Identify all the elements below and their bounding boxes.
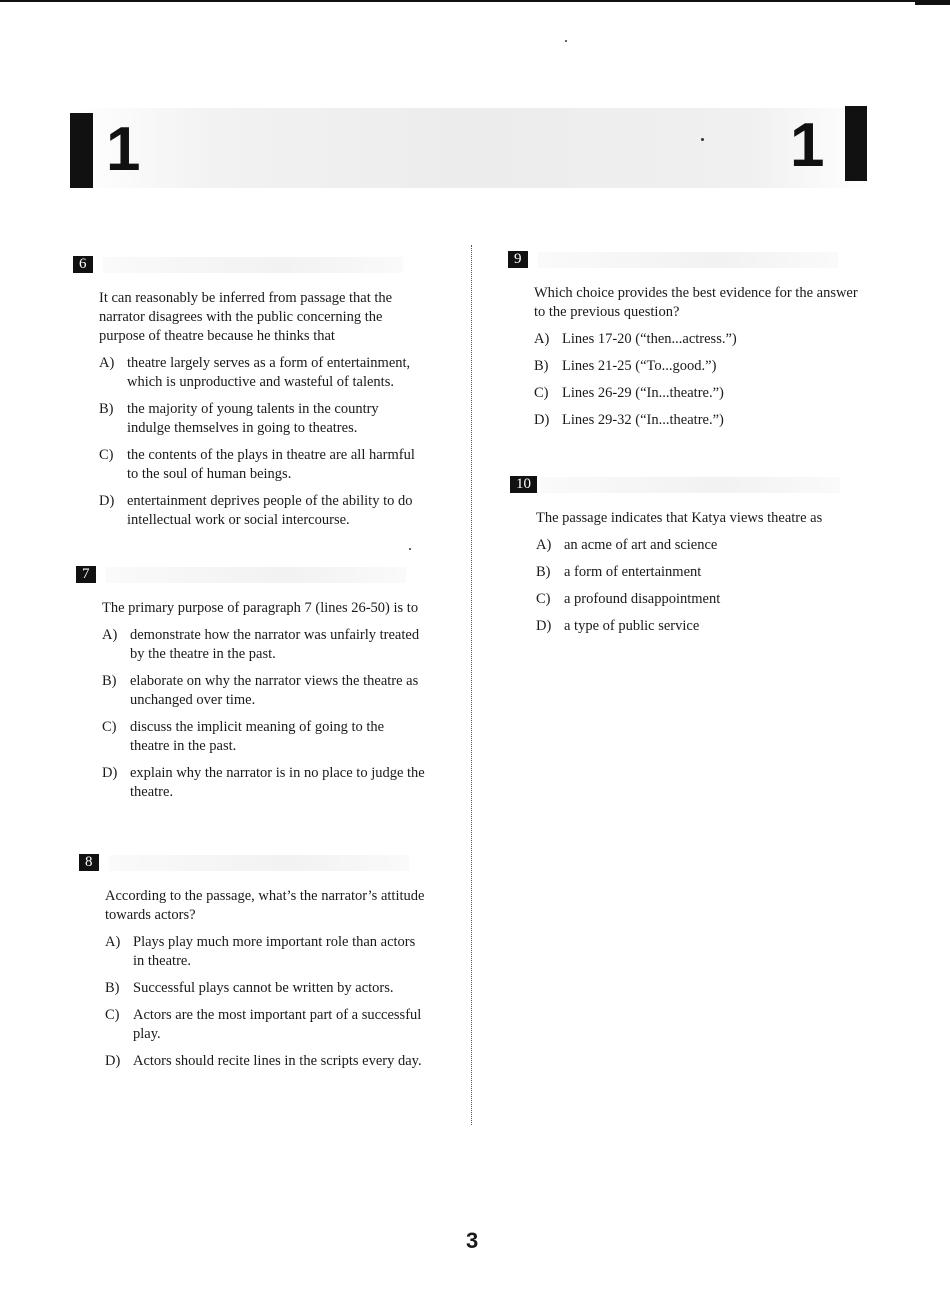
option-text: elaborate on why the narrator views the theatre as unchanged over time. bbox=[130, 673, 419, 708]
answer-options bbox=[76, 626, 426, 802]
option-letter: C) bbox=[536, 591, 551, 607]
answer-option[interactable] bbox=[105, 979, 429, 998]
answer-option[interactable] bbox=[534, 357, 858, 376]
option-letter: B) bbox=[105, 980, 120, 996]
answer-option[interactable] bbox=[105, 1006, 429, 1044]
question-stem: The primary purpose of paragraph 7 (lines 26-50) is to bbox=[102, 600, 419, 616]
answer-option[interactable] bbox=[534, 384, 858, 403]
option-text: theatre largely serves as a form of entertainment, which is unproductive and wasteful of talents. bbox=[127, 355, 411, 390]
answer-options bbox=[510, 536, 860, 636]
section-marker-left bbox=[70, 113, 93, 188]
answer-option[interactable] bbox=[536, 563, 860, 582]
section-number-left: 1 bbox=[106, 115, 141, 184]
option-text: the majority of young talents in the country indulge themselves in going to theatres. bbox=[127, 401, 379, 436]
answer-option[interactable] bbox=[99, 492, 423, 530]
option-letter: D) bbox=[534, 412, 550, 428]
question-7 bbox=[76, 565, 426, 810]
option-letter: C) bbox=[102, 719, 117, 735]
option-text: a form of entertainment bbox=[564, 564, 702, 580]
column-divider bbox=[471, 245, 472, 1125]
answer-option[interactable] bbox=[534, 330, 858, 349]
question-stem: According to the passage, what’s the narrator’s attitude towards actors? bbox=[105, 888, 425, 923]
answer-options bbox=[79, 933, 429, 1071]
question-number: 10 bbox=[510, 476, 537, 493]
section-number-right: 1 bbox=[790, 111, 825, 180]
option-letter: A) bbox=[105, 934, 121, 950]
section-marker-right bbox=[845, 106, 867, 181]
option-text: the contents of the plays in theatre are all harmful to the soul of human beings. bbox=[127, 447, 415, 482]
answer-option[interactable] bbox=[99, 400, 423, 438]
option-letter: B) bbox=[536, 564, 551, 580]
option-letter: C) bbox=[99, 447, 114, 463]
option-text: demonstrate how the narrator was unfairly treated by the theatre in the past. bbox=[130, 627, 420, 662]
top-rule bbox=[0, 0, 915, 2]
option-text: Lines 26-29 (“In...theatre.”) bbox=[562, 385, 724, 401]
option-text: a type of public service bbox=[564, 618, 700, 634]
option-text: Lines 29-32 (“In...theatre.”) bbox=[562, 412, 724, 428]
question-8 bbox=[79, 853, 429, 1079]
option-letter: B) bbox=[99, 401, 114, 417]
answer-option[interactable] bbox=[536, 617, 860, 636]
question-10 bbox=[510, 475, 860, 644]
question-stem: The passage indicates that Katya views theatre as bbox=[536, 510, 823, 526]
option-letter: C) bbox=[105, 1007, 120, 1023]
question-6 bbox=[73, 255, 423, 538]
option-letter: B) bbox=[102, 673, 117, 689]
answer-option[interactable] bbox=[105, 933, 429, 971]
option-text: Lines 17-20 (“then...actress.”) bbox=[562, 331, 737, 347]
option-text: an acme of art and science bbox=[564, 537, 718, 553]
top-rule-end bbox=[915, 0, 950, 5]
option-text: Actors are the most important part of a successful play. bbox=[133, 1007, 422, 1042]
answer-option[interactable] bbox=[534, 411, 858, 430]
question-number: 8 bbox=[79, 854, 99, 871]
question-number: 9 bbox=[508, 251, 528, 268]
answer-option[interactable] bbox=[105, 1052, 429, 1071]
question-stem: It can reasonably be inferred from passage that the narrator disagrees with the public concerning the purpose of theatre because he thinks that bbox=[99, 290, 393, 344]
option-letter: D) bbox=[105, 1053, 121, 1069]
answer-option[interactable] bbox=[102, 718, 426, 756]
answer-option[interactable] bbox=[99, 446, 423, 484]
option-text: Successful plays cannot be written by actors. bbox=[133, 980, 394, 996]
answer-options bbox=[508, 330, 858, 430]
option-text: Plays play much more important role than actors in theatre. bbox=[133, 934, 416, 969]
option-letter: A) bbox=[536, 537, 552, 553]
option-letter: A) bbox=[99, 355, 115, 371]
option-text: discuss the implicit meaning of going to the theatre in the past. bbox=[130, 719, 385, 754]
scan-speck bbox=[409, 548, 411, 550]
option-letter: C) bbox=[534, 385, 549, 401]
option-text: Actors should recite lines in the scripts every day. bbox=[133, 1053, 422, 1069]
answer-option[interactable] bbox=[99, 354, 423, 392]
option-text: entertainment deprives people of the ability to do intellectual work or social intercourse. bbox=[127, 493, 413, 528]
question-9 bbox=[508, 250, 858, 438]
option-letter: A) bbox=[102, 627, 118, 643]
answer-options bbox=[73, 354, 423, 530]
answer-option[interactable] bbox=[102, 672, 426, 710]
scan-speck bbox=[565, 40, 567, 42]
scan-speck bbox=[701, 138, 704, 141]
option-letter: D) bbox=[536, 618, 552, 634]
option-text: explain why the narrator is in no place to judge the theatre. bbox=[130, 765, 425, 800]
option-text: a profound disappointment bbox=[564, 591, 721, 607]
option-letter: B) bbox=[534, 358, 549, 374]
page-number: 3 bbox=[466, 1228, 479, 1253]
question-number: 7 bbox=[76, 566, 96, 583]
answer-option[interactable] bbox=[102, 626, 426, 664]
answer-option[interactable] bbox=[536, 590, 860, 609]
answer-option[interactable] bbox=[102, 764, 426, 802]
option-text: Lines 21-25 (“To...good.”) bbox=[562, 358, 717, 374]
answer-option[interactable] bbox=[536, 536, 860, 555]
question-stem: Which choice provides the best evidence for the answer to the previous question? bbox=[534, 285, 858, 320]
option-letter: D) bbox=[99, 493, 115, 509]
section-header-band bbox=[70, 108, 870, 188]
question-number: 6 bbox=[73, 256, 93, 273]
option-letter: D) bbox=[102, 765, 118, 781]
option-letter: A) bbox=[534, 331, 550, 347]
